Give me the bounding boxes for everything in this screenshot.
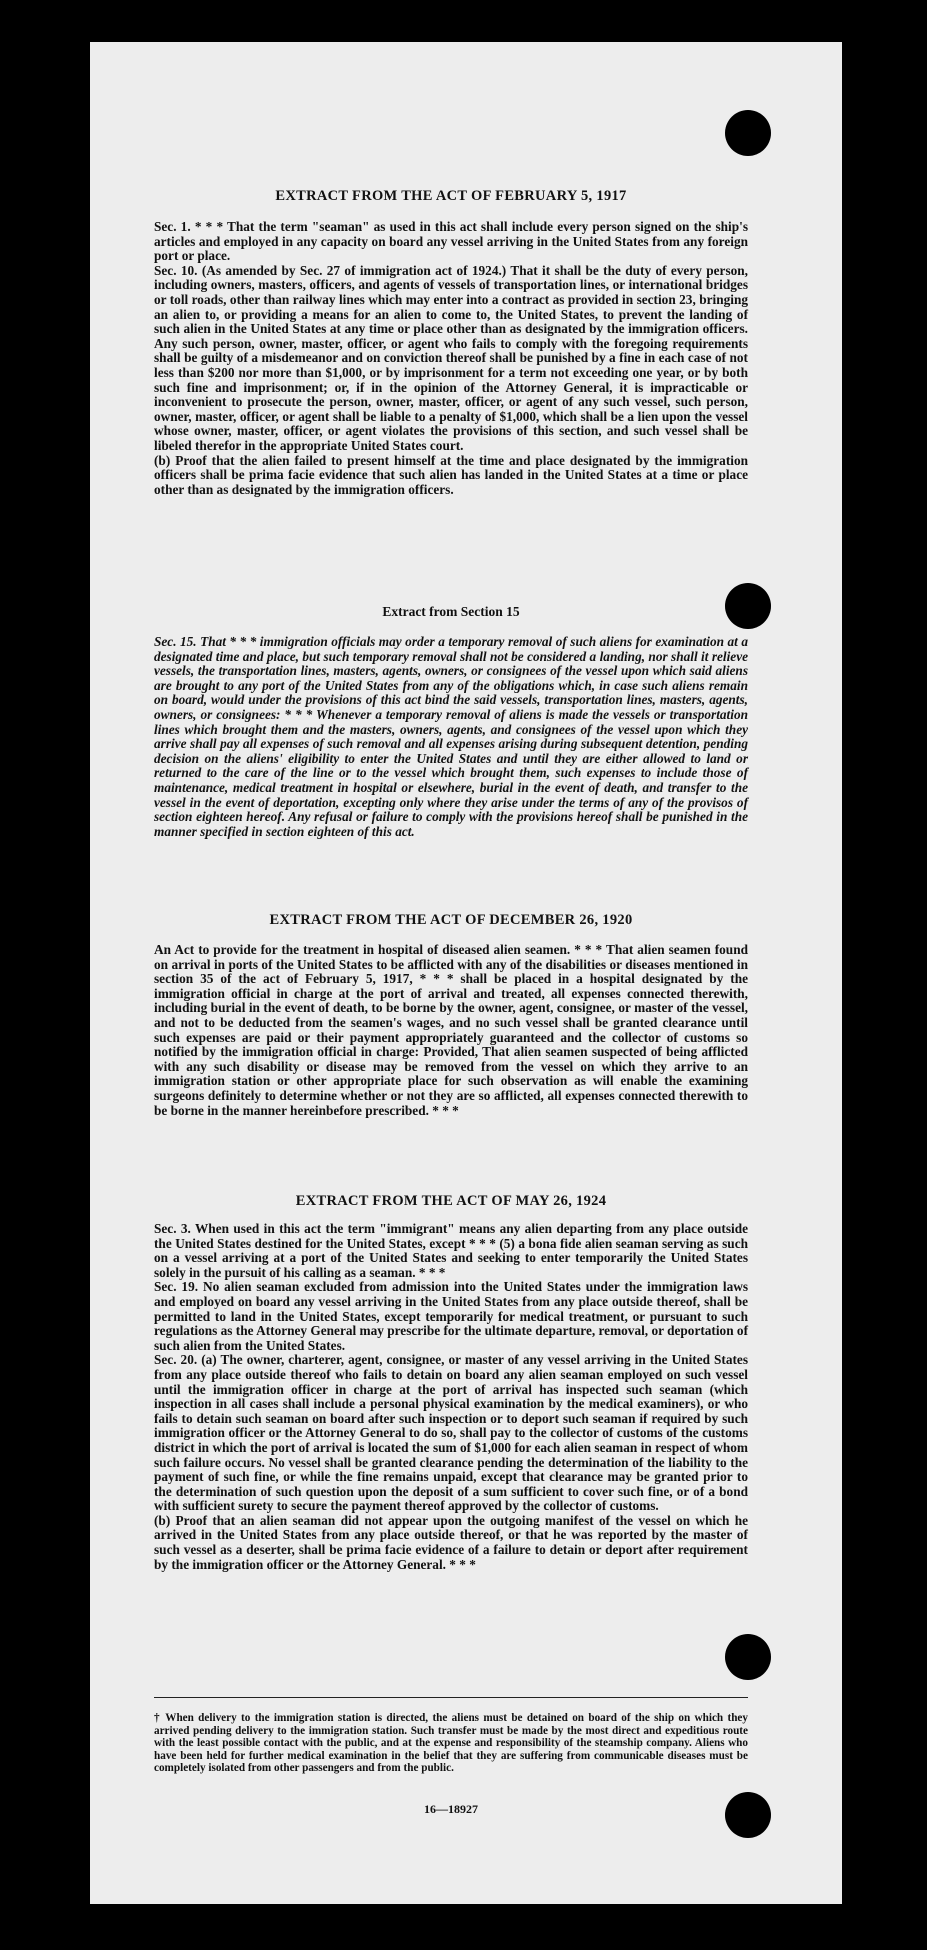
block-1920-text — [154, 943, 748, 1118]
paragraph-sec-19: Sec. 19. No alien seaman excluded from admission into the United States under the immigration laws and employed on board any vessel arriving in the United States from any place outside thereof, shall be permitted to land in the United States, except temporarily for medical treatment, or pursuant to such regulations as the Attorney General may prescribe for the ultimate departure, removal, or deportation of such alien from the United States. — [154, 1279, 748, 1353]
section-1917 — [154, 188, 748, 205]
paragraph-act-1920: An Act to provide for the treatment in hospital of diseased alien seamen. * * * That alien seamen found on arrival in ports of the United States to be afflicted with any of the disabilities or diseases mentioned in section 35 of the act of February 5, 1917, * * * shall be placed in a hospital designated by the immigration official in charge at the port of arrival and treated, all expenses connected therewith, including burial in the event of death, to be borne by the owner, agent, consignee, or master of the vessel, and not to be deducted from the seamen's wages, and no such vessel shall be granted clearance until such expenses are paid or their payment appropriately guaranteed and the collector of customs so notified by the immigration official in charge: Provided, That alien seamen suspected of being afflicted with any such disability or disease may be removed from the vessel on which they arrive to an immigration station or other appropriate place for such observation as will enable the examining surgeons definitely to determine whether or not they are so afflicted, all expenses connected therewith to be borne in the manner hereinbefore prescribed. * * * — [154, 942, 748, 1118]
punch-hole-lower — [725, 1634, 771, 1680]
footnote-text: † When delivery to the immigration station is directed, the aliens must be detained on board of the ship on which they arrived pending delivery to the immigration station. Such transfer must be made by the most direct and expeditious route with the least possible contact with the public, and at the expense and responsibility of the steamship company. Aliens who have been held for further medical examination in the belief that they are suffering from communicable diseases must be completely isolated from other passengers and from the public. — [154, 1712, 748, 1775]
subheading-section-15: Extract from Section 15 — [382, 604, 520, 619]
footnote-rule — [154, 1697, 748, 1698]
heading-act-1920: EXTRACT FROM THE ACT OF DECEMBER 26, 1920 — [269, 912, 633, 928]
paragraph-sec-20: Sec. 20. (a) The owner, charterer, agent, consignee, or master of any vessel arriving in the United States from any place outside thereof who fails to detain on board any alien seaman employed on such vessel until the immigration officer in charge at the port of arrival has inspected such seaman (which inspection in all cases shall include a personal physical examination by the medical examiners), or who fails to detain such seaman on board after such inspection or to deport such seaman if required by such immigration officer or the Attorney General to do so, shall pay to the collector of customs of the customs district in which the port of arrival is located the sum of $1,000 for each alien seaman in respect of whom such failure occurs. No vessel shall be granted clearance pending the determination of the liability to the payment of such fine, or while the fine remains unpaid, except that clearance may be granted prior to the determination of such question upon the deposit of a sum sufficient to cover such fine, or of a bond with sufficient surety to secure the payment thereof approved by the collector of customs. — [154, 1352, 748, 1514]
form-code-block — [154, 1802, 748, 1817]
section-1924 — [154, 1193, 748, 1210]
paragraph-sec-20-b: (b) Proof that an alien seaman did not appear upon the outgoing manifest of the vessel on which he arrived in the United States from any place outside thereof, or that he was reported by the master of such vessel as a deserter, shall be prima facie evidence of a failure to detain or deport after requirement by the immigration officer or the Attorney General. * * * — [154, 1512, 748, 1572]
heading-act-1924: EXTRACT FROM THE ACT OF MAY 26, 1924 — [295, 1193, 607, 1209]
punch-hole-top — [725, 110, 771, 156]
footnote-block — [154, 1712, 748, 1775]
paragraph-sec-3: Sec. 3. When used in this act the term "immigrant" means any alien departing from any place outside the United States destined for the United States, except * * * (5) a bona fide alien seaman serving as such on a vessel arriving at a port of the United States and seeking to enter temporarily the United States solely in the pursuit of his calling as a seaman. * * * — [154, 1221, 748, 1280]
paragraph-sec-10: Sec. 10. (As amended by Sec. 27 of immigration act of 1924.) That it shall be the duty of every person, including owners, masters, officers, and agents of vessels of transportation lines, or international bridges or toll roads, other than railway lines which may enter into a contract as provided in section 23, bringing an alien to, or providing a means for an alien to come to, the United States, to prevent the landing of such alien in the United States at any time or place other than as designated by the immigration officers. Any such person, owner, master, officer, or agent who fails to comply with the foregoing requirements shall be guilty of a misdemeanor and on conviction thereof shall be punished by a fine in each case of not less than $200 nor more than $1,000, or by imprisonment for a term not exceeding one year, or by both such fine and imprisonment; or, if in the opinion of the Attorney General, it is impracticable or inconvenient to prosecute the person, owner, master, officer, or agent of any such vessel, such person, owner, master, officer, or agent shall be liable to a penalty of $1,000, which shall be a lien upon the vessel whose owner, master, officer, or agent violates the provisions of this section, and such vessel shall be libeled therefor in the appropriate United States court. — [154, 262, 748, 453]
block-1917-text — [154, 220, 748, 497]
block-1924-text — [154, 1222, 748, 1572]
section-1920 — [154, 912, 748, 929]
block-sec-15 — [154, 635, 748, 839]
heading-act-1917: EXTRACT FROM THE ACT OF FEBRUARY 5, 1917 — [275, 188, 627, 204]
form-code: 16—18927 — [424, 1802, 478, 1816]
paragraph-sec-15: Sec. 15. That * * * immigration officials may order a temporary removal of such aliens for examination at a designated time and place, but such temporary removal shall not be considered a landing, nor shall it relieve vessels, the transportation lines, masters, agents, owners, or consignees of the vessel upon which said aliens are brought to any port of the United States from any of the obligations which, in case such aliens remain on board, would under the provisions of this act bind the said vessels, transportation lines, masters, agents, owners, or consignees: * * * Whenever a temporary removal of aliens is made the vessels or transportation lines which brought them and the masters, owners, agents, and consignees of the vessel upon which they arrive shall pay all expenses of such removal and all expenses arising during subsequent detention, pending decision on the aliens' eligibility to enter the United States and until they are either allowed to land or returned to the care of the line or to the vessel which brought them, such expenses to include those of maintenance, medical treatment in hospital or elsewhere, burial in the event of death, and transfer to the vessel in the event of deportation, excepting only where they arise under the terms of any of the provisos of section eighteen hereof. Any refusal or failure to comply with the provisions hereof shall be punished in the manner specified in section eighteen of this act. — [154, 634, 748, 839]
paragraph-sec-1: Sec. 1. * * * That the term "seaman" as used in this act shall include every person signed on the ship's articles and employed in any capacity on board any vessel arriving in the United States from any foreign port or place. — [154, 219, 748, 264]
paragraph-sec-10-b: (b) Proof that the alien failed to present himself at the time and place designated by the immigration officers shall be prima facie evidence that such alien has landed in the United States at a time or place other than as designated by the immigration officers. — [154, 452, 748, 497]
section-15 — [154, 604, 748, 620]
